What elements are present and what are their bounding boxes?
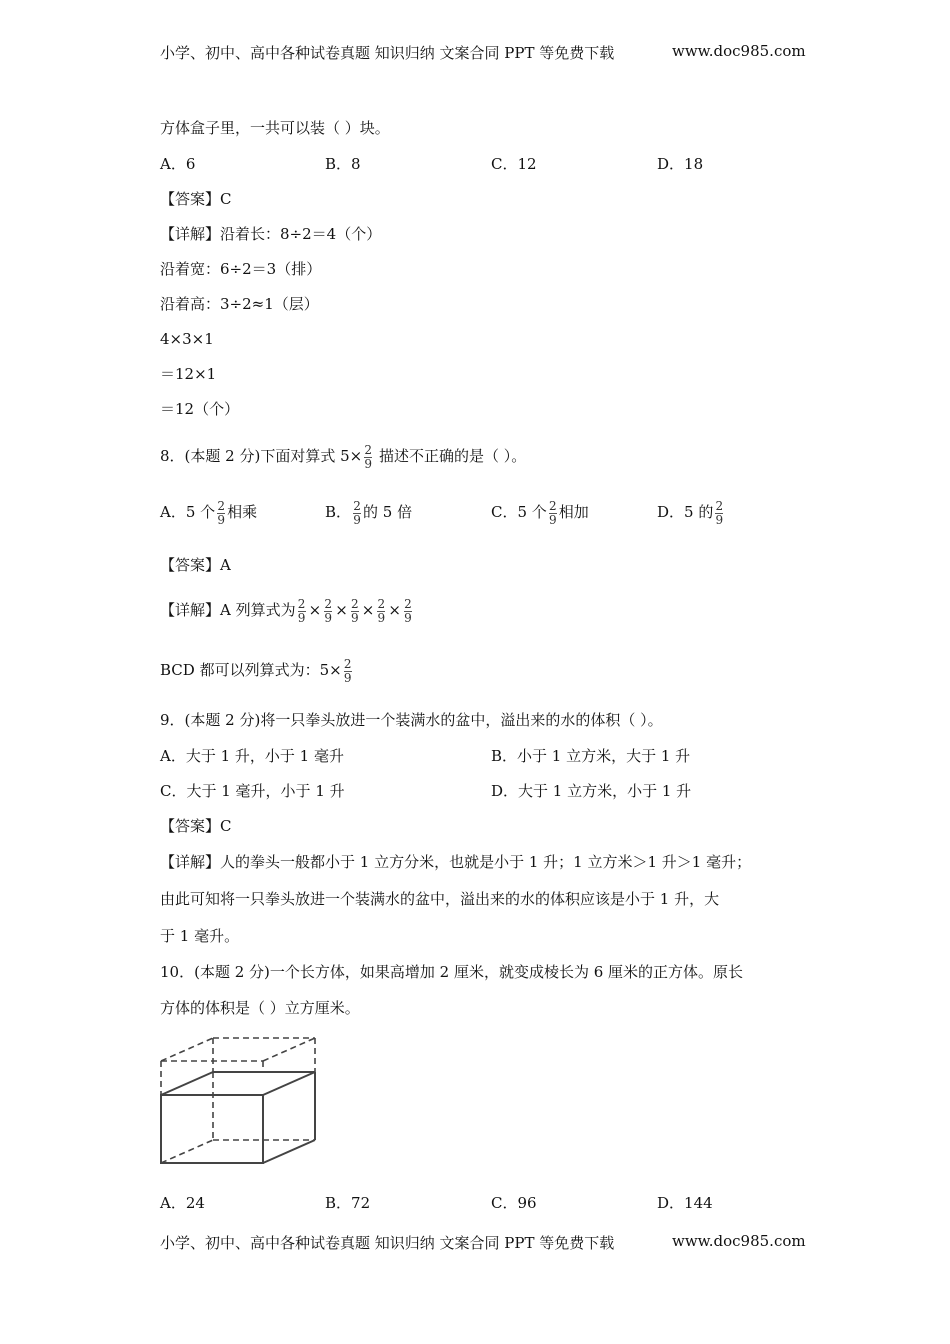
q8-answer: 【答案】A	[160, 556, 231, 574]
q7-detail-line: ＝12（个）	[160, 400, 240, 418]
q9-detail-line: 【详解】人的拳头一般都小于 1 立方分米，也就是小于 1 升；1 立方米＞1 升＞1 毫升；	[160, 853, 752, 871]
page-header-url[interactable]: www.doc985.com	[672, 42, 806, 60]
q9-option-d: D．大于 1 立方米，小于 1 升	[491, 782, 692, 800]
q7-stem-cont: 方体盒子里，一共可以装（ ）块。	[160, 119, 390, 137]
fraction: $\frac{2}{9}$	[404, 596, 412, 625]
q7-detail-line: 沿着宽：6÷2＝3（排）	[160, 260, 322, 278]
q9-stem: 9．(本题 2 分)将一只拳头放进一个装满水的盆中，溢出来的水的体积（ ）。	[160, 711, 663, 729]
q8-detail-1: 【详解】A 列算式为 $\frac{2}{9}$ × $\frac{2}{9}$ × $\frac{2}{9}$ × $\frac{2}{9}$ × $\frac{2}{9}$	[160, 596, 412, 625]
q8-stem	[160, 436, 526, 476]
q9-option-a: A．大于 1 升，小于 1 毫升	[160, 747, 344, 765]
q8-stem-post: 描述不正确的是（ ）。	[374, 447, 527, 465]
fraction: $\frac{2}{9}$	[350, 596, 359, 625]
page-footer-text: 小学、初中、高中各种试卷真题 知识归纳 文案合同 PPT 等免费下载	[160, 1234, 615, 1252]
q9-answer: 【答案】C	[160, 817, 232, 835]
q7-detail-line: 4×3×1	[160, 330, 214, 348]
q10-option-d: D．144	[657, 1194, 713, 1212]
q8-option-a: A．5 个 $\frac{2}{9}$ 相乘	[160, 498, 258, 527]
fraction: $\frac{2}{9}$	[217, 498, 225, 527]
page-header-text: 小学、初中、高中各种试卷真题 知识归纳 文案合同 PPT 等免费下载	[160, 44, 615, 62]
q7-option-c: C．12	[491, 155, 537, 173]
fraction: $\frac{2}{9}$	[715, 498, 724, 527]
q10-option-b: B．72	[325, 1194, 371, 1212]
q10-option-a: A．24	[160, 1194, 205, 1212]
q8-option-b: B． $\frac{2}{9}$ 的 5 倍	[325, 498, 413, 527]
fraction: $\frac{2}{9}$	[548, 498, 557, 527]
q7-detail-line: ＝12×1	[160, 365, 217, 383]
q8-option-c: C．5 个 $\frac{2}{9}$ 相加	[491, 498, 589, 527]
q7-detail-line: 【详解】沿着长：8÷2＝4（个）	[160, 225, 382, 243]
page-footer-url[interactable]: www.doc985.com	[672, 1232, 806, 1250]
cuboid-figure	[158, 1036, 323, 1171]
fraction: $\frac{2}{9}$	[353, 498, 361, 527]
fraction: $\frac{2}{9}$	[364, 442, 373, 471]
q8-detail-2: BCD 都可以列算式为：5× $\frac{2}{9}$	[160, 656, 352, 685]
q9-detail-line: 由此可知将一只拳头放进一个装满水的盆中，溢出来的水的体积应该是小于 1 升，大	[160, 890, 720, 908]
q7-detail-line: 沿着高：3÷2≈1（层）	[160, 295, 319, 313]
fraction: $\frac{2}{9}$	[343, 656, 352, 685]
q10-option-c: C．96	[491, 1194, 537, 1212]
q8-stem-pre: 8．(本题 2 分)下面对算式 5×	[160, 447, 363, 465]
fraction: $\frac{2}{9}$	[324, 596, 332, 625]
q10-stem-line: 10．(本题 2 分)一个长方体，如果高增加 2 厘米，就变成棱长为 6 厘米的正方体。原长	[160, 963, 744, 981]
q7-option-d: D．18	[657, 155, 704, 173]
fraction: $\frac{2}{9}$	[297, 596, 306, 625]
q9-option-b: B．小于 1 立方米，大于 1 升	[491, 747, 691, 765]
q7-option-b: B．8	[325, 155, 361, 173]
q9-option-c: C．大于 1 毫升，小于 1 升	[160, 782, 345, 800]
fraction: $\frac{2}{9}$	[377, 596, 386, 625]
q8-option-d: D．5 的 $\frac{2}{9}$	[657, 498, 724, 527]
q9-detail-line: 于 1 毫升。	[160, 927, 240, 945]
q10-stem-line: 方体的体积是（ ）立方厘米。	[160, 999, 360, 1017]
q7-answer: 【答案】C	[160, 190, 232, 208]
q7-option-a: A．6	[160, 155, 196, 173]
